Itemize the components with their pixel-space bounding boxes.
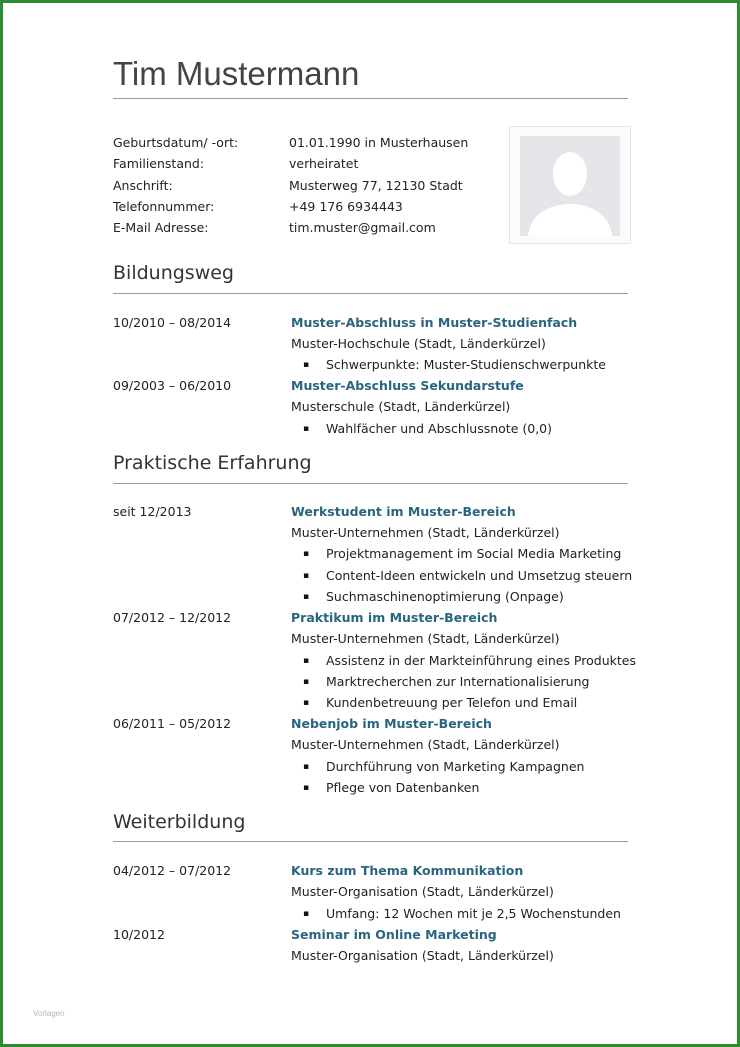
bullet-item <box>113 546 633 567</box>
info-label: Anschrift: <box>113 178 173 193</box>
bullet-item <box>113 759 633 780</box>
entry-title: Praktikum im Muster-Bereich <box>291 610 498 625</box>
footer-watermark: Vorlagen <box>33 1009 65 1018</box>
bullet-icon: ▪ <box>303 762 310 772</box>
cv-name: Tim Mustermann <box>113 55 360 92</box>
bullet-item <box>113 653 636 674</box>
entry-title: Kurs zum Thema Kommunikation <box>291 863 524 878</box>
section-title-weiter: Weiterbildung <box>113 811 246 833</box>
info-label: E-Mail Adresse: <box>113 220 209 235</box>
info-label: Familienstand: <box>113 156 205 171</box>
bullet-item <box>113 589 633 610</box>
entry-org-row <box>113 631 633 652</box>
bullet-item <box>113 674 633 695</box>
bullet-item <box>113 568 633 589</box>
bullet-text: Kundenbetreuung per Telefon und Email <box>326 695 578 710</box>
bullet-text: Content-Ideen entwickeln und Umsetzug steuern <box>326 568 633 583</box>
entry-org: Muster-Organisation (Stadt, Länderkürzel) <box>291 948 554 963</box>
bullet-icon: ▪ <box>303 698 310 708</box>
section-divider <box>113 841 628 842</box>
entry-org-row <box>113 737 633 758</box>
entry-org: Muster-Unternehmen (Stadt, Länderkürzel) <box>291 631 560 646</box>
bullet-text: Pflege von Datenbanken <box>326 780 480 795</box>
entry-org: Muster-Hochschule (Stadt, Länderkürzel) <box>291 336 546 351</box>
entry-org-row <box>113 336 633 357</box>
bullet-icon: ▪ <box>303 424 310 434</box>
avatar-placeholder-icon <box>520 136 620 236</box>
bullet-item <box>113 906 633 927</box>
bullet-icon: ▪ <box>303 360 310 370</box>
bullet-item <box>113 357 633 378</box>
entry-header <box>113 863 633 884</box>
entry-org: Muster-Unternehmen (Stadt, Länderkürzel) <box>291 737 560 752</box>
info-value: Musterweg 77, 12130 Stadt <box>289 178 463 193</box>
entry-title: Muster-Abschluss in Muster-Studienfach <box>291 315 578 330</box>
bullet-icon: ▪ <box>303 549 310 559</box>
info-email: tim.muster@gmail.com <box>289 220 436 235</box>
entry-org-row <box>113 399 633 420</box>
bullet-icon: ▪ <box>303 783 310 793</box>
info-label: Geburtsdatum/ -ort: <box>113 135 239 150</box>
entry-title: Muster-Abschluss Sekundarstufe <box>291 378 524 393</box>
entry-header <box>113 378 633 399</box>
entry-org: Musterschule (Stadt, Länderkürzel) <box>291 399 511 414</box>
entry-date: 10/2012 <box>113 927 165 942</box>
entry-title: Seminar im Online Marketing <box>291 927 497 942</box>
entry-header <box>113 504 633 525</box>
bullet-item <box>113 780 633 801</box>
entry-date: 09/2003 – 06/2010 <box>113 378 232 393</box>
entry-title: Werkstudent im Muster-Bereich <box>291 504 516 519</box>
bullet-icon: ▪ <box>303 592 310 602</box>
bullet-icon: ▪ <box>303 909 310 919</box>
bullet-item <box>113 695 633 716</box>
entry-org-row <box>113 884 633 905</box>
entry-date: seit 12/2013 <box>113 504 192 519</box>
section-divider <box>113 483 628 484</box>
info-value: verheiratet <box>289 156 359 171</box>
bullet-text: Umfang: 12 Wochen mit je 2,5 Wochenstunden <box>326 906 621 921</box>
name-divider <box>113 98 628 99</box>
entry-org: Muster-Unternehmen (Stadt, Länderkürzel) <box>291 525 560 540</box>
bullet-text: Marktrecherchen zur Internationalisierung <box>326 674 590 689</box>
bullet-text: Wahlfächer und Abschlussnote (0,0) <box>326 421 553 436</box>
entry-org: Muster-Organisation (Stadt, Länderkürzel) <box>291 884 554 899</box>
bullet-text: Durchführung von Marketing Kampagnen <box>326 759 585 774</box>
entry-org-row <box>113 948 633 969</box>
entry-date: 07/2012 – 12/2012 <box>113 610 232 625</box>
info-label: Telefonnummer: <box>113 199 215 214</box>
entry-date: 06/2011 – 05/2012 <box>113 716 232 731</box>
entry-title: Nebenjob im Muster-Bereich <box>291 716 492 731</box>
section-title-praxis: Praktische Erfahrung <box>113 452 312 474</box>
entry-header <box>113 610 633 631</box>
bullet-item <box>113 421 633 442</box>
entry-date: 10/2010 – 08/2014 <box>113 315 232 330</box>
bullet-text: Assistenz in der Markteinführung eines Produktes <box>326 653 636 668</box>
entry-header <box>113 927 633 948</box>
bullet-text: Schwerpunkte: Muster-Studienschwerpunkte <box>326 357 606 372</box>
section-title-bildung: Bildungsweg <box>113 262 234 284</box>
entry-date: 04/2012 – 07/2012 <box>113 863 232 878</box>
bullet-icon: ▪ <box>303 571 310 581</box>
info-value: 01.01.1990 in Musterhausen <box>289 135 469 150</box>
bullet-icon: ▪ <box>303 656 310 666</box>
bullet-icon: ▪ <box>303 677 310 687</box>
bullet-text: Suchmaschinenoptimierung (Onpage) <box>326 589 564 604</box>
bullet-text: Projektmanagement im Social Media Marketing <box>326 546 622 561</box>
entry-header <box>113 315 633 336</box>
entry-header <box>113 716 633 737</box>
section-divider <box>113 293 628 294</box>
info-value: +49 176 6934443 <box>289 199 403 214</box>
entry-org-row <box>113 525 633 546</box>
profile-photo <box>509 126 631 244</box>
